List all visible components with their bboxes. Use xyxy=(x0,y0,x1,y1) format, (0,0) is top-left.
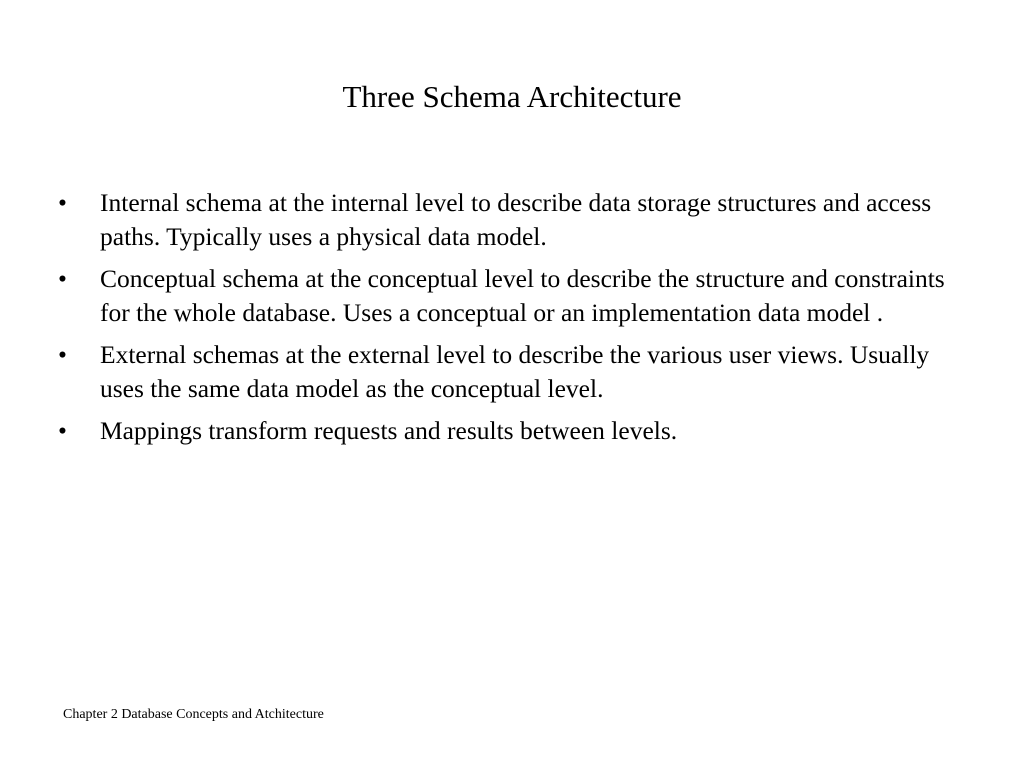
bullet-text: Mappings transform requests and results between levels. xyxy=(100,416,678,445)
bullet-icon: • xyxy=(58,264,67,293)
bullet-text: Conceptual schema at the conceptual level to describe the structure and constraints for the whole database. Uses a conceptual or an implementation data model . xyxy=(100,264,945,327)
bullet-icon: • xyxy=(58,188,67,217)
bullet-text: External schemas at the external level to describe the various user views. Usually uses the same data model as the conceptual level. xyxy=(100,340,930,403)
bullet-icon: • xyxy=(58,416,67,445)
bullet-item-internal-schema xyxy=(58,186,970,254)
slide-title: Three Schema Architecture xyxy=(342,79,682,114)
bullet-item-conceptual-schema xyxy=(58,262,970,330)
slide-footer: Chapter 2 Database Concepts and Atchitecture xyxy=(63,707,324,722)
bullet-item-mappings xyxy=(58,414,970,448)
bullet-item-external-schemas xyxy=(58,338,970,406)
bullet-icon: • xyxy=(58,340,67,369)
bullet-list xyxy=(58,186,970,456)
bullet-text: Internal schema at the internal level to describe data storage structures and access paths. Typically uses a physical data model. xyxy=(100,188,932,251)
